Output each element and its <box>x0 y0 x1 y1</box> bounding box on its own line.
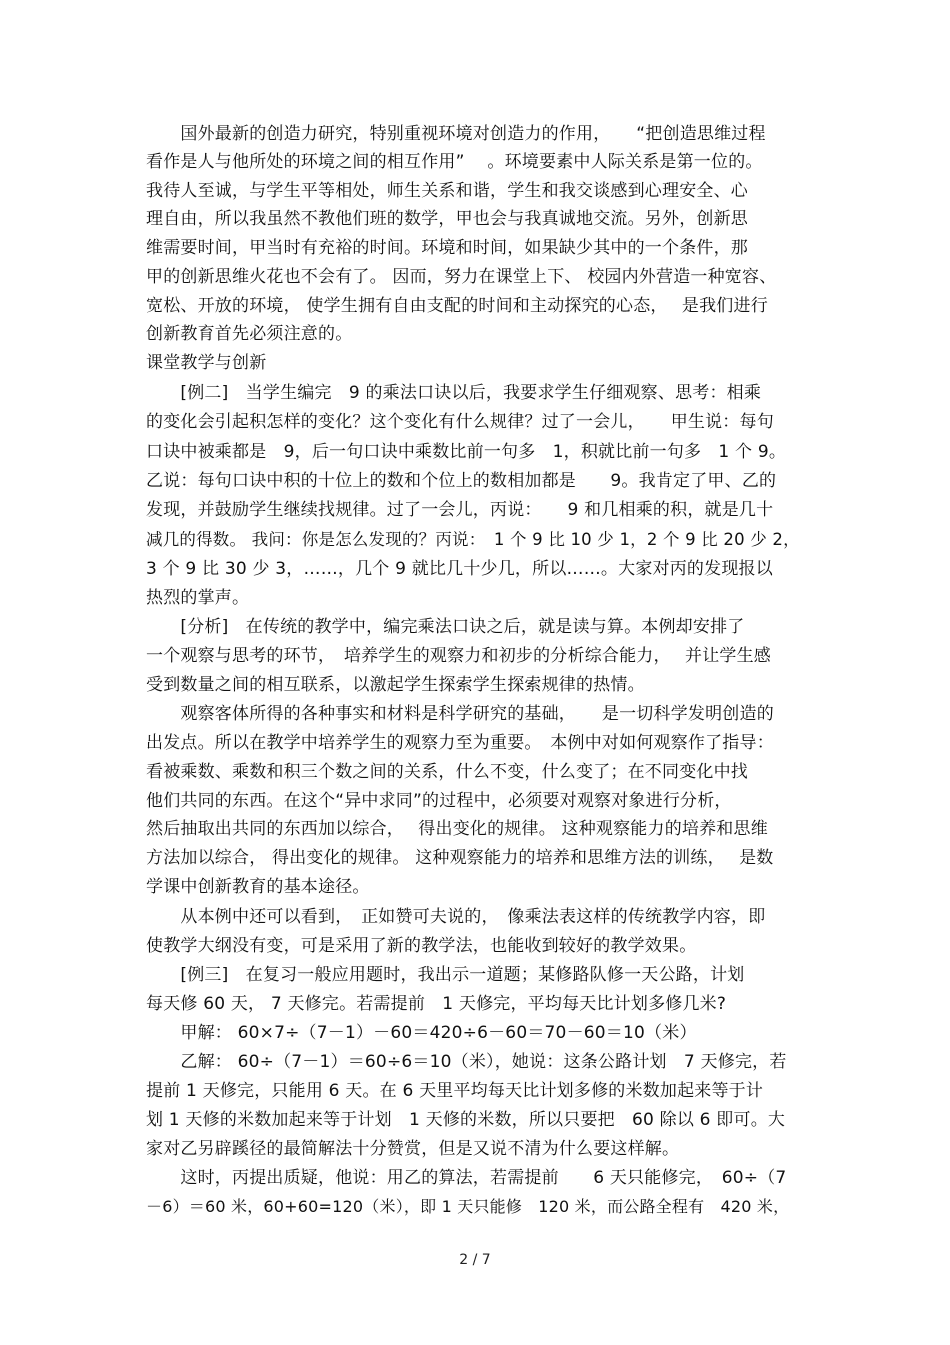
paragraph-line: 一个观察与思考的环节， 培养学生的观察力和初步的分析综合能力， 并让学生感 <box>146 646 772 666</box>
paragraph-line: [例二] 当学生编完 9 的乘法口诀以后，我要求学生仔细观察、思考：相乘 <box>146 383 762 403</box>
paragraph-line: 观察客体所得的各种事实和材料是科学研究的基础， 是一切科学发明创造的 <box>146 704 774 724</box>
paragraph-line: 宽松、开放的环境， 使学生拥有自由支配的时间和主动探究的心态， 是我们进行 <box>146 296 768 316</box>
paragraph-line: [例三] 在复习一般应用题时，我出示一道题；某修路队修一天公路，计划 <box>146 965 745 985</box>
paragraph-line: 使教学大纲没有变，可是采用了新的教学法，也能收到较好的教学效果。 <box>146 936 697 956</box>
paragraph-line: 受到数量之间的相互联系，以激起学生探索学生探索规律的热情。 <box>146 675 645 695</box>
paragraph-line: 创新教育首先必须注意的。 <box>146 324 353 344</box>
paragraph-line: 他们共同的东西。在这个“异中求同”的过程中，必须要对观察对象进行分析， <box>146 791 732 811</box>
paragraph-line: 看作是人与他所处的环境之间的相互作用” 。环境要素中人际关系是第一位的。 <box>146 152 763 172</box>
paragraph-line: 看被乘数、乘数和积三个数之间的关系，什么不变，什么变了；在不同变化中找 <box>146 762 748 782</box>
paragraph-line: 发现，并鼓励学生继续找规律。过了一会儿，丙说： 9 和几相乘的积，就是几十 <box>146 500 774 520</box>
paragraph-line: 国外最新的创造力研究，特别重视环境对创造力的作用， “把创造思维过程 <box>146 124 766 144</box>
paragraph-line: 每天修 60 天， 7 天修完。若需提前 1 天修完，平均每天比计划多修几米? <box>146 994 727 1014</box>
paragraph-line: 方法加以综合， 得出变化的规律。 这种观察能力的培养和思维方法的训练， 是数 <box>146 848 774 868</box>
paragraph-line: 这时，丙提出质疑，他说：用乙的算法，若需提前 6 天只能修完， 60÷（7 <box>146 1168 787 1188</box>
page-number: 2 / 7 <box>459 1252 491 1268</box>
paragraph-line: 出发点。所以在教学中培养学生的观察力至为重要。 本例中对如何观察作了指导： <box>146 733 774 753</box>
paragraph-line: －6）＝60 米，60+60=120（米），即 1 天只能修 120 米，而公路全程有 420 米， <box>146 1197 790 1216</box>
paragraph-line: 热烈的掌声。 <box>146 588 250 608</box>
paragraph-line: 家对乙另辟蹊径的最简解法十分赞赏，但是又说不清为什么要这样解。 <box>146 1139 680 1159</box>
paragraph-line: 从本例中还可以看到， 正如赞可夫说的， 像乘法表这样的传统教学内容，即 <box>146 907 766 927</box>
paragraph-line: 然后抽取出共同的东西加以综合， 得出变化的规律。 这种观察能力的培养和思维 <box>146 819 768 839</box>
paragraph-line: 乙解： 60÷（7－1）＝60÷6＝10（米），她说：这条公路计划 7 天修完，若 <box>146 1052 787 1072</box>
paragraph-line: 的变化会引起积怎样的变化？这个变化有什么规律？过了一会儿， 甲生说：每句 <box>146 412 774 432</box>
section-heading: 课堂教学与创新 <box>146 353 267 373</box>
paragraph-line: 提前 1 天修完，只能用 6 天。在 6 天里平均每天比计划多修的米数加起来等于计 <box>146 1081 764 1101</box>
paragraph-line: 维需要时间，甲当时有充裕的时间。环境和时间，如果缺少其中的一个条件，那 <box>146 238 748 258</box>
paragraph-line: 甲的创新思维火花也不会有了。 因而，努力在课堂上下、 校园内外营造一种宽容、 <box>146 267 777 287</box>
paragraph-line: [分析] 在传统的教学中，编完乘法口诀之后，就是读与算。本例却安排了 <box>146 617 745 637</box>
paragraph-line: 3 个 9 比 30 少 3，……，几个 9 就比几十少几，所以……。大家对丙的发现报以 <box>146 559 773 579</box>
paragraph-line: 口诀中被乘都是 9，后一句口诀中乘数比前一句多 1，积就比前一句多 1 个 9。 <box>146 442 787 462</box>
paragraph-line: 划 1 天修的米数加起来等于计划 1 天修的米数，所以只要把 60 除以 6 即可。大 <box>146 1110 786 1130</box>
equation-line: 甲解： 60×7÷（7－1）－60＝420÷6－60＝70－60＝10（米） <box>146 1023 697 1043</box>
paragraph-line: 减几的得数。 我问：你是怎么发现的？丙说： 1 个 9 比 10 少 1，2 个 9 比 20 少 2， <box>146 530 800 549</box>
paragraph-line: 学课中创新教育的基本途径。 <box>146 877 370 897</box>
paragraph-line: 理自由，所以我虽然不教他们班的数学，甲也会与我真诚地交流。另外，创新思 <box>146 209 748 229</box>
paragraph-line: 乙说：每句口诀中积的十位上的数和个位上的数相加都是 9。我肯定了甲、乙的 <box>146 471 777 491</box>
paragraph-line: 我待人至诚，与学生平等相处，师生关系和谐，学生和我交谈感到心理安全、心 <box>146 181 748 201</box>
